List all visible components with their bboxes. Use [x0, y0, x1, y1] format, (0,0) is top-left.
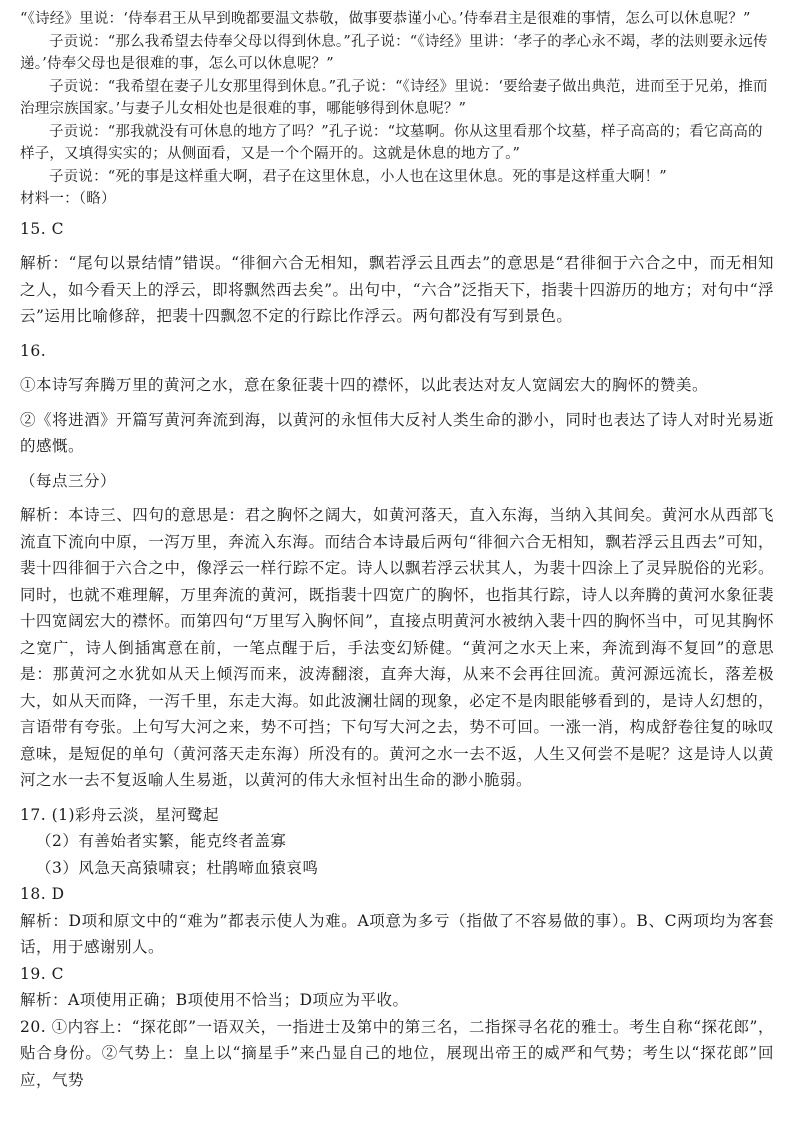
q16-score-note: （每点三分） [20, 471, 117, 490]
q17-item-3: （3）风急天高猿啸哀；杜鹃啼血猿哀鸣 [36, 858, 319, 877]
translation-paragraph: 子贡说：“我希望在妻子儿女那里得到休息。”孔子说：“《诗经》里说：‘要给妻子做出典范，进而至于兄弟，推而治理宗族国家。’与妻子儿女相处也是很难的事，哪能够得到休息呢？” [20, 78, 768, 117]
q19-answer: 19. C [20, 964, 64, 983]
classical-translation [20, 8, 774, 211]
q16-number: 16. [20, 341, 47, 360]
q18-answer: 18. D [20, 885, 65, 903]
q15-answer: 15. C [20, 219, 64, 238]
q16-point-1: ①本诗写奔腾万里的黄河之水，意在象征裴十四的襟怀，以此表达对友人宽阔宏大的胸怀的赞美。 [20, 376, 709, 394]
translation-paragraph: 子贡说：“死的事是这样重大啊，君子在这里休息，小人也在这里休息。死的事是这样重大啊！” [49, 168, 667, 185]
translation-paragraph: “《诗经》里说：‘侍奉君王从早到晚都要温文恭敬，做事要恭谨小心。’侍奉君主是很难的事情，怎么可以休息呢？” [20, 11, 751, 27]
answer-key [20, 216, 774, 1094]
q19-analysis: 解析：A项使用正确；B项使用不恰当；D项应为平收。 [20, 991, 409, 1009]
q17-item-2: （2）有善始者实繁，能克终者盖寡 [36, 832, 287, 850]
material-note: 材料一：（略） [20, 191, 116, 207]
translation-paragraph: 子贡说：“那我就没有可休息的地方了吗？”孔子说：“坟墓啊。你从这里看那个坟墓，样子高高的；看它高高的样子，又填得实实的；从侧面看，又是一个个隔开的。这就是休息的地方了。” [20, 123, 763, 162]
q16-point-2: ②《将进酒》开篇写黄河奔流到海，以黄河的永恒伟大反衬人类生命的渺小，同时也表达了诗人对时光易逝的感慨。 [20, 410, 774, 455]
q16-analysis: 解析：本诗三、四句的意思是：君之胸怀之阔大，如黄河落天，直入东海，当纳入其间矣。黄河水从西部飞流直下流向中原，一泻万里，奔流入东海。而结合本诗最后两句“徘徊六合无相知，飘若浮云且西去”可知，裴十四徘徊于六合之中，像浮云一样行踪不定。诗人以飘若浮云状其人，为裴十四涂上了灵异脱俗的光彩。同时，也就不难理解，万里奔流的黄河，既指裴十四宽广的胸怀，也指其行踪，诗人以奔腾的黄河水象征裴十四宽阔宏大的襟怀。而第四句“万里写入胸怀间”，直接点明黄河水被纳入裴十四的胸怀当中，可见其胸怀之宽广，诗人倒插寓意在前，一笔点醒于后，手法变幻矫健。“黄河之水天上来，奔流到海不复回”的意思是：那黄河之水犹如从天上倾泻而来，波涛翻滚，直奔大海，从来不会再往回流。黄河源远流长，落差极大，如从天而降，一泻千里，东走大海。如此波澜壮阔的现象，必定不是肉眼能够看到的，是诗人幻想的，言语带有夸张。上句写大河之来，势不可挡；下句写大河之去，势不可回。一涨一消，构成舒卷往复的咏叹意味，是短促的单句（黄河落天走东海）所没有的。黄河之水一去不返，人生又何尝不是呢？这是诗人以黄河之水一去不复返喻人生易逝，以黄河的伟大永恒衬出生命的渺小脆弱。 [20, 506, 774, 789]
q17-item-1: 17. (1)彩舟云淡，星河鹭起 [20, 805, 220, 824]
q15-analysis: 解析：“尾句以景结情”错误。“徘徊六合无相知，飘若浮云且西去”的意思是“君徘徊于六合之中，而无相知之人，如今看天上的浮云，即将飘然西去矣”。出句中，“六合”泛指天下，指裴十四游历的地方；对句中“浮云”运用比喻修辞，把裴十四飘忽不定的行踪比作浮云。两句都没有写到景色。 [20, 254, 774, 325]
translation-paragraph: 子贡说：“那么我希望去侍奉父母以得到休息。”孔子说：“《诗经》里讲：‘孝子的孝心永不竭，孝的法则要永远传递。’侍奉父母也是很难的事，怎么可以休息呢？” [20, 33, 768, 72]
q18-analysis: 解析：D项和原文中的“难为”都表示使人为难。A项意为多亏（指做了不容易做的事）。B、C两项均为客套话，用于感谢别人。 [20, 911, 774, 956]
q20-answer: 20. ①内容上：“探花郎”一语双关，一指进士及第中的第三名，二指探寻名花的雅士。考生自称“探花郎”，贴合身份。②气势上：皇上以“摘星手”来凸显自己的地位，展现出帝王的威严和气势；考生以“探花郎”回应，气势 [20, 1017, 774, 1089]
